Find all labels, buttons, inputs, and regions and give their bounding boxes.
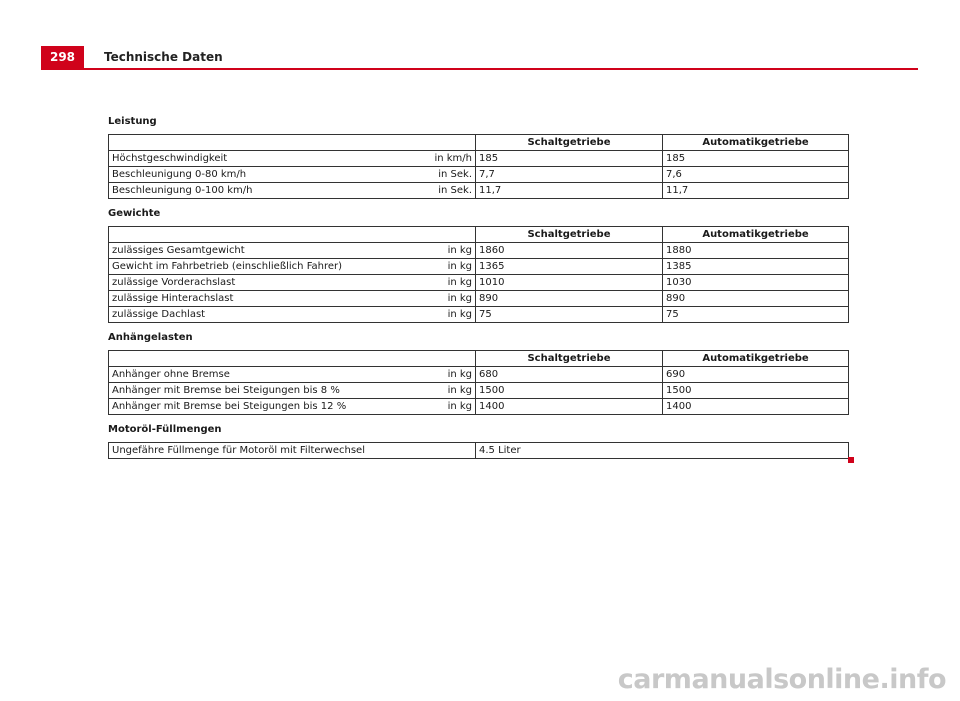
oil-value: 4.5 Liter	[476, 443, 849, 459]
table-row	[109, 291, 849, 307]
column-header-automatic: Automatikgetriebe	[663, 351, 849, 367]
row-unit: in km/h	[434, 153, 472, 164]
header-blank-cell	[109, 135, 476, 151]
row-unit: in kg	[447, 261, 472, 272]
table-row	[109, 443, 849, 459]
spec-table-motoroel	[108, 442, 849, 459]
table-row	[109, 307, 849, 323]
section-end-marker	[848, 457, 854, 463]
table-row	[109, 399, 849, 415]
table-row	[109, 151, 849, 167]
row-label: Beschleunigung 0-80 km/h	[112, 169, 247, 180]
value-automatic: 690	[663, 367, 849, 383]
table-header-row	[109, 135, 849, 151]
row-label: Höchstgeschwindigkeit	[112, 153, 228, 164]
table-header-row	[109, 227, 849, 243]
row-label-cell	[109, 243, 476, 259]
section-title-anhaengelasten: Anhängelasten	[108, 332, 193, 343]
value-automatic: 1400	[663, 399, 849, 415]
row-unit: in kg	[447, 293, 472, 304]
spec-table-leistung	[108, 134, 849, 199]
value-manual: 890	[476, 291, 663, 307]
row-label: Anhänger mit Bremse bei Steigungen bis 12 %	[112, 401, 347, 412]
table-row	[109, 243, 849, 259]
value-automatic: 1030	[663, 275, 849, 291]
column-header-manual: Schaltgetriebe	[476, 227, 663, 243]
row-label-cell	[109, 167, 476, 183]
row-unit: in kg	[447, 385, 472, 396]
value-manual: 185	[476, 151, 663, 167]
row-label-cell	[109, 367, 476, 383]
row-unit: in kg	[447, 245, 472, 256]
value-manual: 680	[476, 367, 663, 383]
page-title: Technische Daten	[104, 50, 223, 64]
page-number: 298	[41, 46, 84, 68]
row-label: zulässiges Gesamtgewicht	[112, 245, 245, 256]
watermark: carmanualsonline.info	[617, 664, 946, 695]
value-automatic: 1385	[663, 259, 849, 275]
value-manual: 1500	[476, 383, 663, 399]
row-label: Anhänger mit Bremse bei Steigungen bis 8 %	[112, 385, 340, 396]
value-automatic: 75	[663, 307, 849, 323]
row-unit: in kg	[447, 369, 472, 380]
table-row	[109, 167, 849, 183]
row-label-cell	[109, 183, 476, 199]
row-label-cell	[109, 291, 476, 307]
table-row	[109, 259, 849, 275]
row-label-cell	[109, 151, 476, 167]
table-row	[109, 367, 849, 383]
section-title-leistung: Leistung	[108, 116, 157, 127]
value-manual: 1365	[476, 259, 663, 275]
spec-table-gewichte	[108, 226, 849, 323]
column-header-automatic: Automatikgetriebe	[663, 227, 849, 243]
row-label: Gewicht im Fahrbetrieb (einschließlich Fahrer)	[112, 261, 343, 272]
page-header	[41, 46, 918, 70]
header-blank-cell	[109, 351, 476, 367]
value-manual: 1860	[476, 243, 663, 259]
oil-label: Ungefähre Füllmenge für Motoröl mit Filterwechsel	[109, 443, 476, 459]
row-label: zulässige Hinterachslast	[112, 293, 234, 304]
row-label-cell	[109, 259, 476, 275]
value-manual: 11,7	[476, 183, 663, 199]
row-label-cell	[109, 275, 476, 291]
value-manual: 1010	[476, 275, 663, 291]
value-automatic: 1500	[663, 383, 849, 399]
header-blank-cell	[109, 227, 476, 243]
value-automatic: 890	[663, 291, 849, 307]
spec-content	[108, 115, 848, 467]
row-unit: in kg	[447, 401, 472, 412]
section-title-gewichte: Gewichte	[108, 208, 161, 219]
table-row	[109, 275, 849, 291]
row-label-cell	[109, 383, 476, 399]
spec-table-anhaengelasten	[108, 350, 849, 415]
table-row	[109, 383, 849, 399]
value-manual: 1400	[476, 399, 663, 415]
value-automatic: 7,6	[663, 167, 849, 183]
value-automatic: 185	[663, 151, 849, 167]
column-header-automatic: Automatikgetriebe	[663, 135, 849, 151]
row-label-cell	[109, 307, 476, 323]
row-unit: in Sek.	[438, 185, 472, 196]
row-label: zulässige Dachlast	[112, 309, 206, 320]
value-manual: 75	[476, 307, 663, 323]
table-header-row	[109, 351, 849, 367]
table-row	[109, 183, 849, 199]
row-label-cell	[109, 399, 476, 415]
row-unit: in kg	[447, 277, 472, 288]
row-label: Beschleunigung 0-100 km/h	[112, 185, 253, 196]
value-automatic: 1880	[663, 243, 849, 259]
column-header-manual: Schaltgetriebe	[476, 135, 663, 151]
row-label: zulässige Vorderachslast	[112, 277, 236, 288]
row-label: Anhänger ohne Bremse	[112, 369, 230, 380]
value-automatic: 11,7	[663, 183, 849, 199]
section-title-motoroel: Motoröl-Füllmengen	[108, 424, 222, 435]
row-unit: in kg	[447, 309, 472, 320]
value-manual: 7,7	[476, 167, 663, 183]
column-header-manual: Schaltgetriebe	[476, 351, 663, 367]
row-unit: in Sek.	[438, 169, 472, 180]
